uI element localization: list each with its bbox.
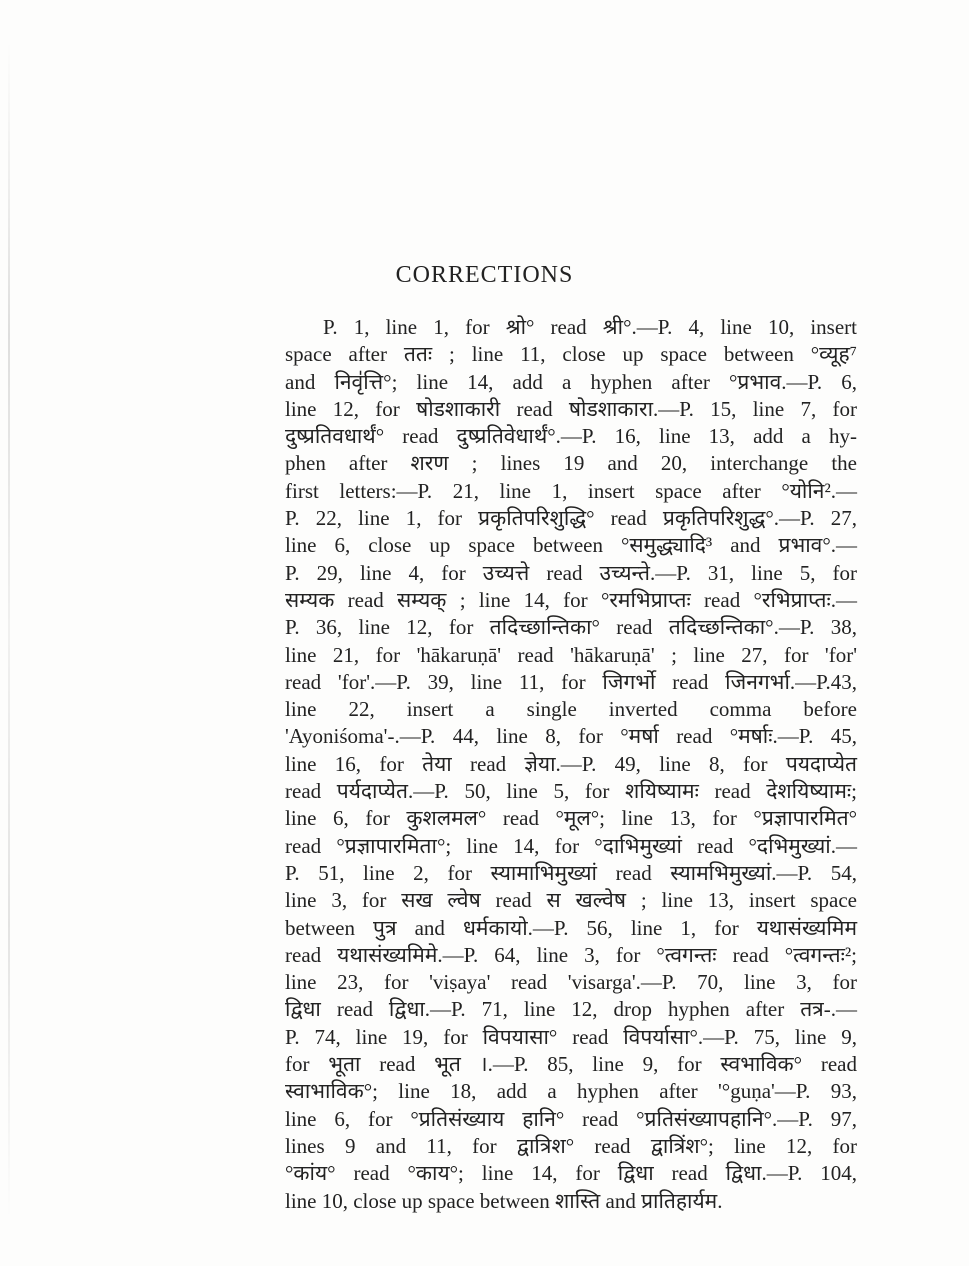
text-line: and निवृ॑त्ति°; line 14, add a hyphen after °प्रभाव.—P. 6,	[285, 369, 857, 394]
text-line: read 'for'.—P. 39, line 11, for जिगर्भो read जिनगर्भा.—P.43,	[285, 669, 857, 694]
text-line: °कांय° read °काय°; line 14, for द्विधा read द्विधा.—P. 104,	[285, 1161, 857, 1186]
text-line: सम्यक read सम्यक् ; line 14, for °रमभिप्राप्तः read °रभिप्राप्तः.—	[285, 587, 857, 612]
text-line: P. 22, line 1, for प्रकृतिपरिशुद्धि° read प्रकृतिपरिशुद्ध°.—P. 27,	[285, 506, 857, 531]
text-line: द्विधा read द्विधा.—P. 71, line 12, drop hyphen after तत्र-.—	[285, 997, 857, 1022]
text-line: between पुत्र and धर्मकायो.—P. 56, line 1, for यथासंख्यमिम	[285, 915, 857, 940]
text-line: line 10, close up space between शास्ति and प्रातिहार्यम.	[285, 1188, 723, 1213]
text-line: read यथासंख्यमिमे.—P. 64, line 3, for °त्वगन्तः read °त्वगन्तः²;	[285, 942, 857, 967]
text-line: first letters:—P. 21, line 1, insert space after °योनि².—	[285, 478, 857, 503]
text-line: lines 9 and 11, for द्वात्रिश° read द्वात्रिंश°; line 12, for	[285, 1133, 857, 1158]
text-line: स्वाभाविक°; line 18, add a hyphen after '°guṇa'—P. 93,	[285, 1079, 857, 1104]
text-line: line 3, for सख ल्वेष read स खल्वेष ; line 13, insert space	[285, 888, 857, 913]
text-line: line 12, for षोडशाकारी read षोडशाकारा.—P. 15, line 7, for	[285, 396, 857, 421]
text-line: P. 74, line 19, for विपयासा° read विपर्यासा°.—P. 75, line 9,	[285, 1024, 857, 1049]
text-line: read पर्यदाप्येत.—P. 50, line 5, for शयिष्यामः read देशयिष्यामः;	[285, 779, 857, 804]
text-line: line 23, for 'viṣaya' read 'visarga'.—P. 70, line 3, for	[285, 970, 857, 995]
page-title: CORRECTIONS	[395, 262, 574, 288]
text-line: P. 51, line 2, for स्यामाभिमुख्यां read स्यामभिमुख्यां.—P. 54,	[285, 860, 857, 885]
text-line: 'Ayoniśoma'-.—P. 44, line 8, for °मर्षा read °मर्षाः.—P. 45,	[285, 724, 857, 749]
text-line: P. 29, line 4, for उच्यत्ते read उच्यन्ते.—P. 31, line 5, for	[285, 560, 857, 585]
text-line: line 6, for °प्रतिसंख्याय हानि° read °प्रतिसंख्यापहानि°.—P. 97,	[285, 1106, 857, 1131]
text-line: line 6, for कुशलमल° read °मूल°; line 13, for °प्रज्ञापारमित°	[285, 806, 857, 831]
text-line: P. 36, line 12, for तदिच्छान्तिका° read तदिच्छन्तिका°.—P. 38,	[285, 615, 857, 640]
text-line: phen after शरण ; lines 19 and 20, interchange the	[285, 451, 857, 476]
text-line: line 16, for तेया read ज्ञेया.—P. 49, line 8, for पयदाप्येत	[285, 751, 857, 776]
text-line: P. 1, line 1, for श्रो° read श्री°.—P. 4, line 10, insert	[323, 315, 857, 339]
text-line: read °प्रज्ञापारमिता°; line 14, for °दाभिमुख्यां read °दभिमुख्यां.—	[285, 833, 857, 858]
text-line: space after ततः ; line 11, close up space between °व्यूह⁷	[285, 342, 857, 367]
text-line: दुष्प्रतिवधार्थं° read दुष्प्रतिवेधार्थं°.—P. 16, line 13, add a hy-	[285, 424, 857, 449]
text-line: line 6, close up space between °समुद्ध्यादि³ and प्रभाव°.—	[285, 533, 857, 558]
text-line: line 21, for 'hākaruṇā' read 'hākaruṇā' ; line 27, for 'for'	[285, 642, 857, 667]
scan-edge-shadow	[8, 40, 10, 1220]
corrections-paragraph	[285, 314, 857, 1215]
text-line: line 22, insert a single inverted comma before	[285, 697, 857, 722]
text-line: for भूता read भूत ।.—P. 85, line 9, for स्वभाविक° read	[285, 1052, 857, 1077]
